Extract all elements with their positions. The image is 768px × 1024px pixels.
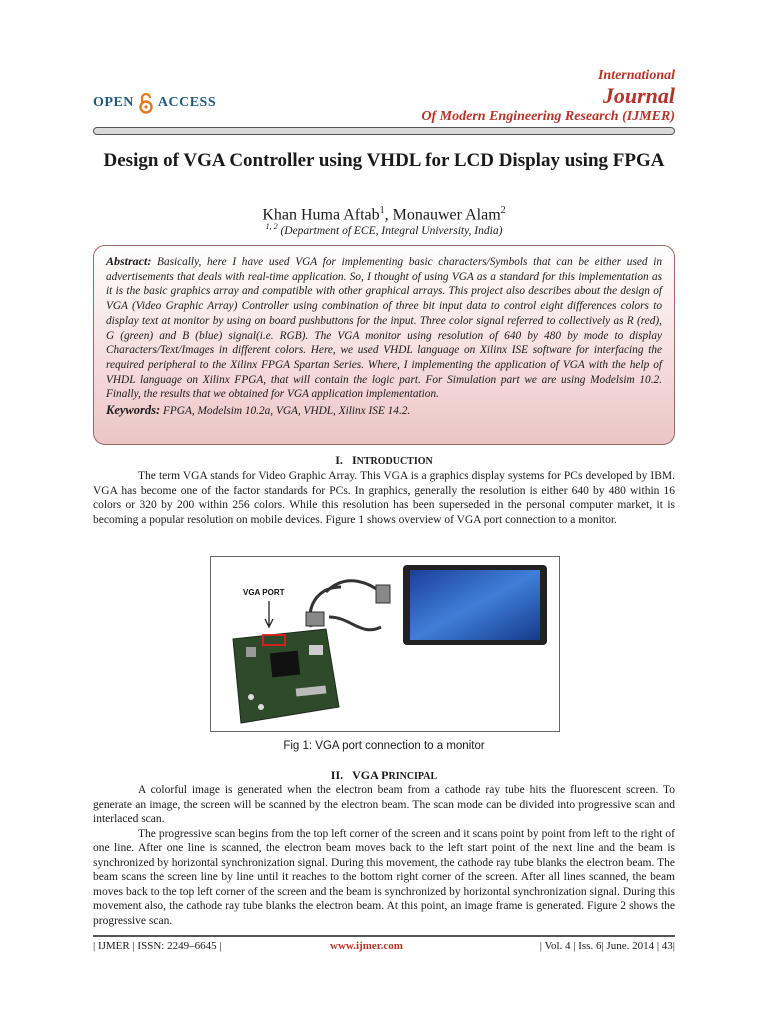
section-1-body [93, 469, 675, 527]
abstract-label: Abstract: [106, 254, 152, 268]
section-2-paragraph-2: The progressive scan begins from the top left corner of the screen and it scans point by point from left to the right of one line. After one line is scanned, the electron beam moves back to the left start point of the next line and the beam is synchronized by horizontal synchronization signal. During this movement, the cathode ray tube blanks the electron beam. The beam scans the screen line by line until it reaches to the bottom right corner of the screen. After all lines scanned, the beam moves back to the top left corner of the screen and the beam is synchronized by horizontal synchronization signal. During this movement also, the cathode ray tube blanks the electron beam. At this point, an image frame is generated. Figure 2 shows the progressive scan. [93, 827, 675, 927]
figure-1-caption: Fig 1: VGA port connection to a monitor [283, 740, 485, 752]
affiliation [93, 222, 675, 237]
open-access-left-text: OPEN [93, 95, 134, 110]
keywords-label: Keywords: [106, 403, 161, 418]
figure-1 [210, 556, 560, 732]
lcd-monitor-image [403, 565, 547, 645]
footer-divider [93, 935, 675, 937]
figure-1-illustration [211, 557, 559, 731]
section-2-title-rest: RINCIPAL [388, 771, 438, 782]
section-1-paragraph-1: The term VGA stands for Video Graphic Array. This VGA is a graphics display systems for PCs developed by IBM. VGA has become one of the factor standards for PCs. In graphics, generally the resolution is either 640 by 480 within 16 colors or 320 by 200 within 256 colors. While this resolution has been superseded in the personal computer market, it is becoming a popular resolution on mobile devices. Figure 1 shows overview of VGA port connection to a monitor. [93, 470, 675, 526]
section-heading-vga-principal [93, 768, 675, 783]
author-1: Khan Huma Aftab [262, 206, 380, 224]
section-2-body [93, 783, 675, 928]
header-divider [93, 127, 675, 135]
section-2-paragraph-1: A colorful image is generated when the electron beam from a cathode ray tube hits the fluorescent screen. To generate an image, the screen will be scanned by the electron beam. The scan mode can be divided into progressive scan and interlaced scan. [93, 784, 675, 825]
open-lock-icon [137, 92, 155, 114]
paper-title: Design of VGA Controller using VHDL for LCD Display using FPGA [103, 150, 665, 171]
keywords-line [106, 403, 662, 418]
journal-line-journal: Journal [602, 83, 675, 108]
affiliation-text: (Department of ECE, Integral University, India) [277, 224, 503, 237]
section-heading-introduction [93, 453, 675, 468]
keywords-text: FPGA, Modelsim 10.2a, VGA, VHDL, Xilinx ISE 14.2. [160, 405, 411, 418]
author-separator: , [384, 206, 393, 224]
arrow-down-icon [265, 601, 273, 627]
open-access-right-text: ACCESS [157, 95, 217, 110]
section-1-title-first: I [351, 453, 357, 467]
vga-port-label: VGA PORT [243, 588, 285, 597]
vga-connector-icon-2 [376, 585, 390, 603]
section-2-number: II. [330, 768, 344, 782]
journal-masthead [421, 68, 675, 126]
section-2-title-first: VGA P [352, 768, 389, 782]
author-2: Monauwer Alam [392, 206, 501, 224]
abstract-body: Basically, here I have used VGA for implementing basic characters/Symbols that can be either used in advertisements that deals with real-time application. So, I thought of using VGA as a standard for this implementation as it is the basic graphics array and compatible with other graphical arrays. This project also describes about the design of VGA (Video Graphic Array) Controller using combination of three bit input data to control eight differences colors to display text at monitor by using on board pushbuttons for the input. Three color signal referred to collectively as R (red), G (green) and B (blue) signal(i.e. RGB). The VGA monitor using resolution of 640 by 480 by mode to display Characters/Text/Images in different colors. Here, we used VHDL language on Xilinx ISE software for interfacing the required peripheral to the Xilinx FPGA Spartan Series. Where, I implementing the application of VGA with the help of VHDL language on Xilinx FPGA, that will contain the logic part. For Simulation part we are using Modelsim 10.2. Finally, the results that we obtained for VGA application implementation. [106, 256, 662, 401]
footer-website-link[interactable]: www.ijmer.com [330, 940, 403, 952]
section-1-title-rest: NTRODUCTION [356, 456, 433, 467]
abstract-box [93, 245, 675, 445]
footer-volume-page: | Vol. 4 | Iss. 6| June. 2014 | 43| [539, 940, 675, 952]
abstract-paragraph [106, 254, 662, 402]
journal-line-international: International [597, 68, 675, 83]
author-2-sup: 2 [500, 205, 506, 216]
fpga-board-image [233, 629, 339, 723]
affiliation-sup: 1, 2 [265, 222, 278, 231]
author-1-sup: 1 [379, 205, 385, 216]
journal-line-subtitle: Of Modern Engineering Research (IJMER) [421, 109, 675, 124]
footer-issn: | IJMER | ISSN: 2249–6645 | [93, 940, 222, 952]
open-access-logo [93, 92, 216, 114]
section-1-number: I. [335, 453, 343, 467]
vga-connector-icon [306, 612, 324, 626]
